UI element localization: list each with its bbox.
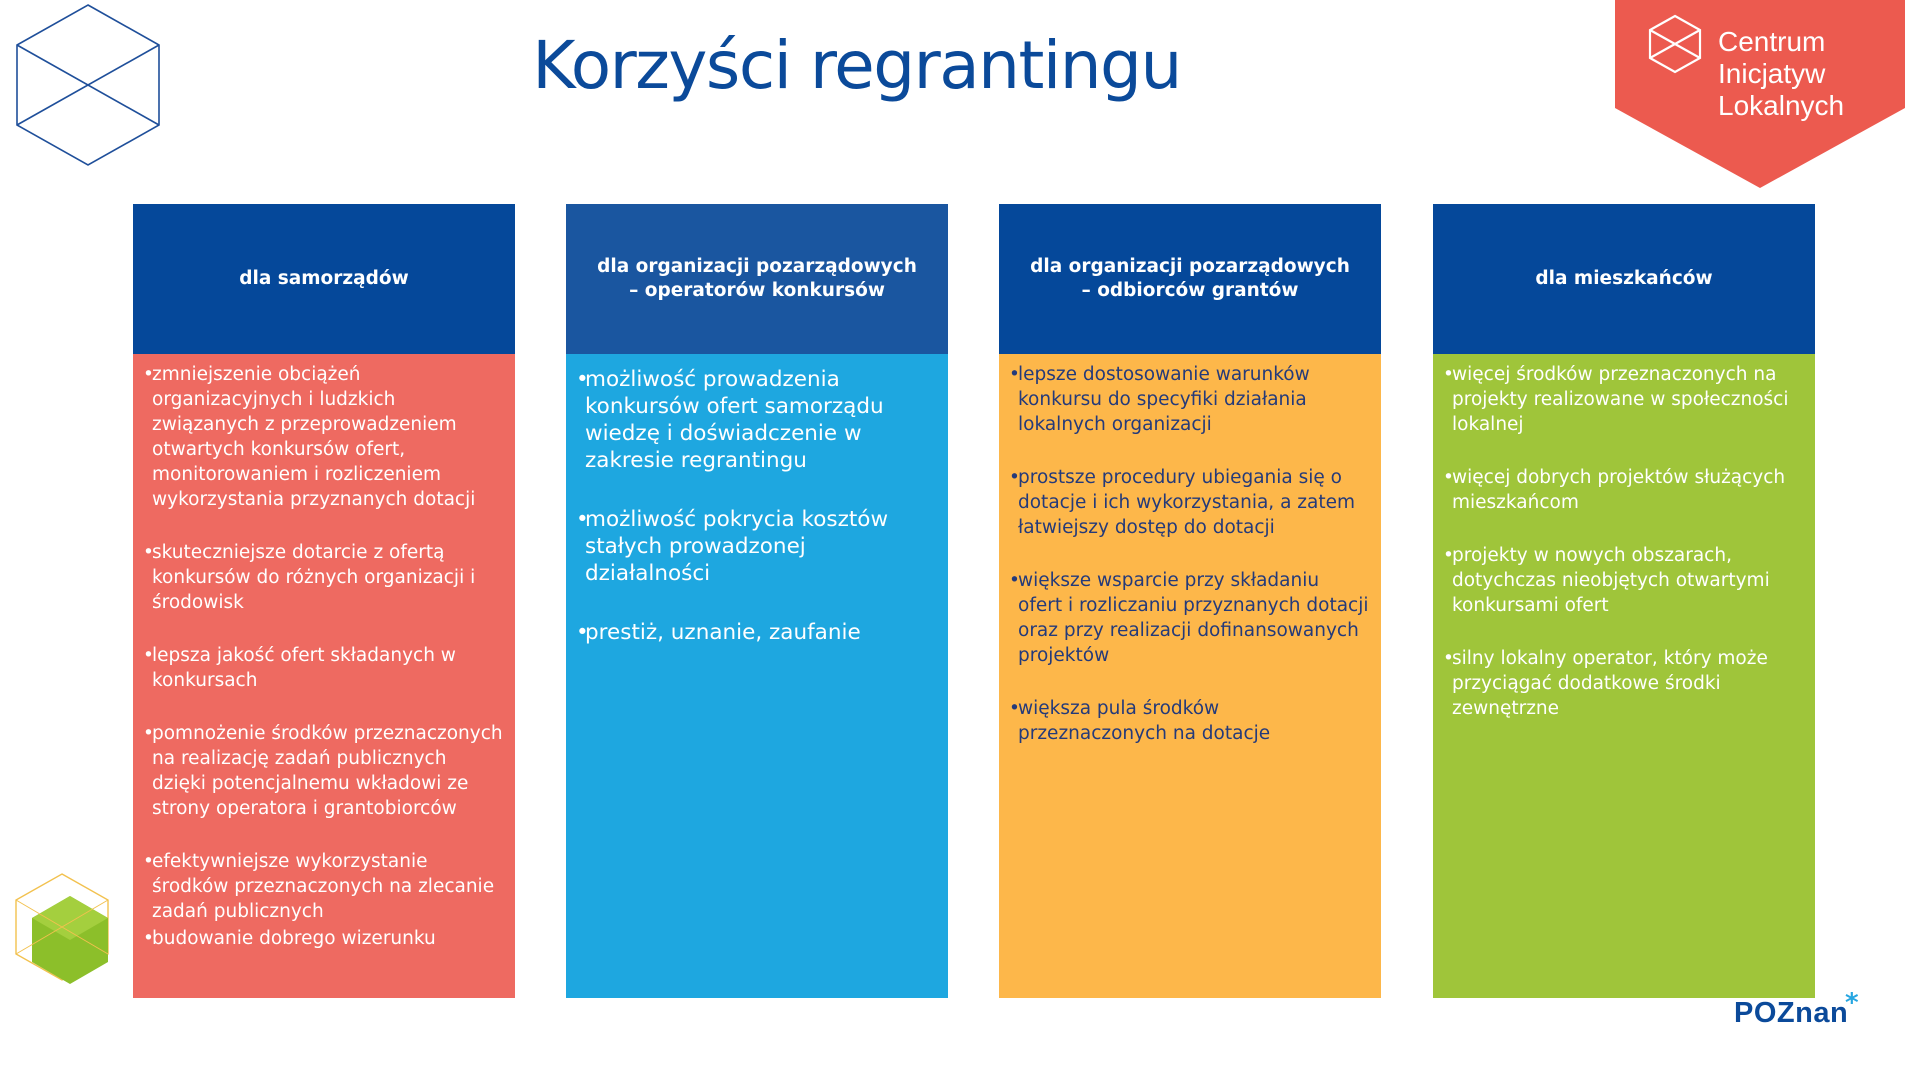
star-icon: * bbox=[1845, 988, 1859, 1018]
list-item: • większe wsparcie przy składaniu ofert i rozliczaniu przyznanych dotacji oraz przy realizacji dofinansowanych projektów bbox=[1009, 568, 1369, 668]
column-body bbox=[999, 354, 1381, 998]
column-samorzady bbox=[133, 204, 515, 998]
list-item: • prostsze procedury ubiegania się o dotacje i ich wykorzystania, a zatem łatwiejszy dostęp do dotacji bbox=[1009, 465, 1369, 540]
green-hexagon-icon bbox=[12, 872, 112, 990]
column-header-text: dla mieszkańców bbox=[1535, 268, 1713, 289]
poznan-logo: POZnan bbox=[1734, 997, 1849, 1029]
list-item: • prestiż, uznanie, zaufanie bbox=[576, 619, 936, 646]
column-header-text: dla samorządów bbox=[239, 268, 409, 289]
logo-text bbox=[1718, 26, 1844, 122]
column-header bbox=[1433, 204, 1815, 354]
logo-line-1: Centrum bbox=[1718, 26, 1826, 57]
list-item: • silny lokalny operator, który może przyciągać dodatkowe środki zewnętrzne bbox=[1443, 646, 1803, 721]
column-mieszkancy bbox=[1433, 204, 1815, 998]
list-item: • więcej dobrych projektów służących mieszkańcom bbox=[1443, 465, 1803, 515]
list-item: • projekty w nowych obszarach, dotychczas nieobjętych otwartymi konkursami ofert bbox=[1443, 543, 1803, 618]
list-item: • lepsza jakość ofert składanych w konkursach bbox=[143, 643, 503, 693]
page-title: Korzyści regrantingu bbox=[532, 27, 1181, 104]
column-header-text: dla organizacji pozarządowych – operatorów konkursów bbox=[597, 256, 917, 301]
list-item: • efektywniejsze wykorzystanie środków przeznaczonych na zlecanie zadań publicznych bbox=[143, 849, 503, 924]
list-item: • lepsze dostosowanie warunków konkursu do specyfiki działania lokalnych organizacji bbox=[1009, 362, 1369, 437]
list-item: • pomnożenie środków przeznaczonych na realizację zadań publicznych dzięki potencjalnemu wkładowi ze strony operatora i grantobiorców bbox=[143, 721, 503, 821]
column-operatorzy bbox=[566, 204, 948, 998]
column-header-text: dla organizacji pozarządowych – odbiorców grantów bbox=[1030, 256, 1350, 301]
list-item: • większa pula środków przeznaczonych na dotacje bbox=[1009, 696, 1369, 746]
column-header bbox=[999, 204, 1381, 354]
column-body bbox=[133, 354, 515, 998]
list-item: • zmniejszenie obciążeń organizacyjnych i ludzkich związanych z przeprowadzeniem otwartych konkursów ofert, monitorowaniem i rozliczeniem wykorzystania przyznanych dotacji bbox=[143, 362, 503, 512]
logo-line-2: Inicjatyw bbox=[1718, 58, 1826, 89]
column-header bbox=[133, 204, 515, 354]
list-item: • możliwość prowadzenia konkursów ofert samorządu wiedzę i doświadczenie w zakresie regrantingu bbox=[576, 366, 936, 474]
list-item: • skuteczniejsze dotarcie z ofertą konkursów do różnych organizacji i środowisk bbox=[143, 540, 503, 615]
column-header bbox=[566, 204, 948, 354]
column-body bbox=[1433, 354, 1815, 998]
column-grantobiorcy bbox=[999, 204, 1381, 998]
column-body bbox=[566, 354, 948, 998]
logo-line-3: Lokalnych bbox=[1718, 90, 1845, 121]
list-item: • budowanie dobrego wizerunku bbox=[143, 926, 503, 951]
list-item: • więcej środków przeznaczonych na projekty realizowane w społeczności lokalnej bbox=[1443, 362, 1803, 437]
list-item: • możliwość pokrycia kosztów stałych prowadzonej działalności bbox=[576, 506, 936, 587]
